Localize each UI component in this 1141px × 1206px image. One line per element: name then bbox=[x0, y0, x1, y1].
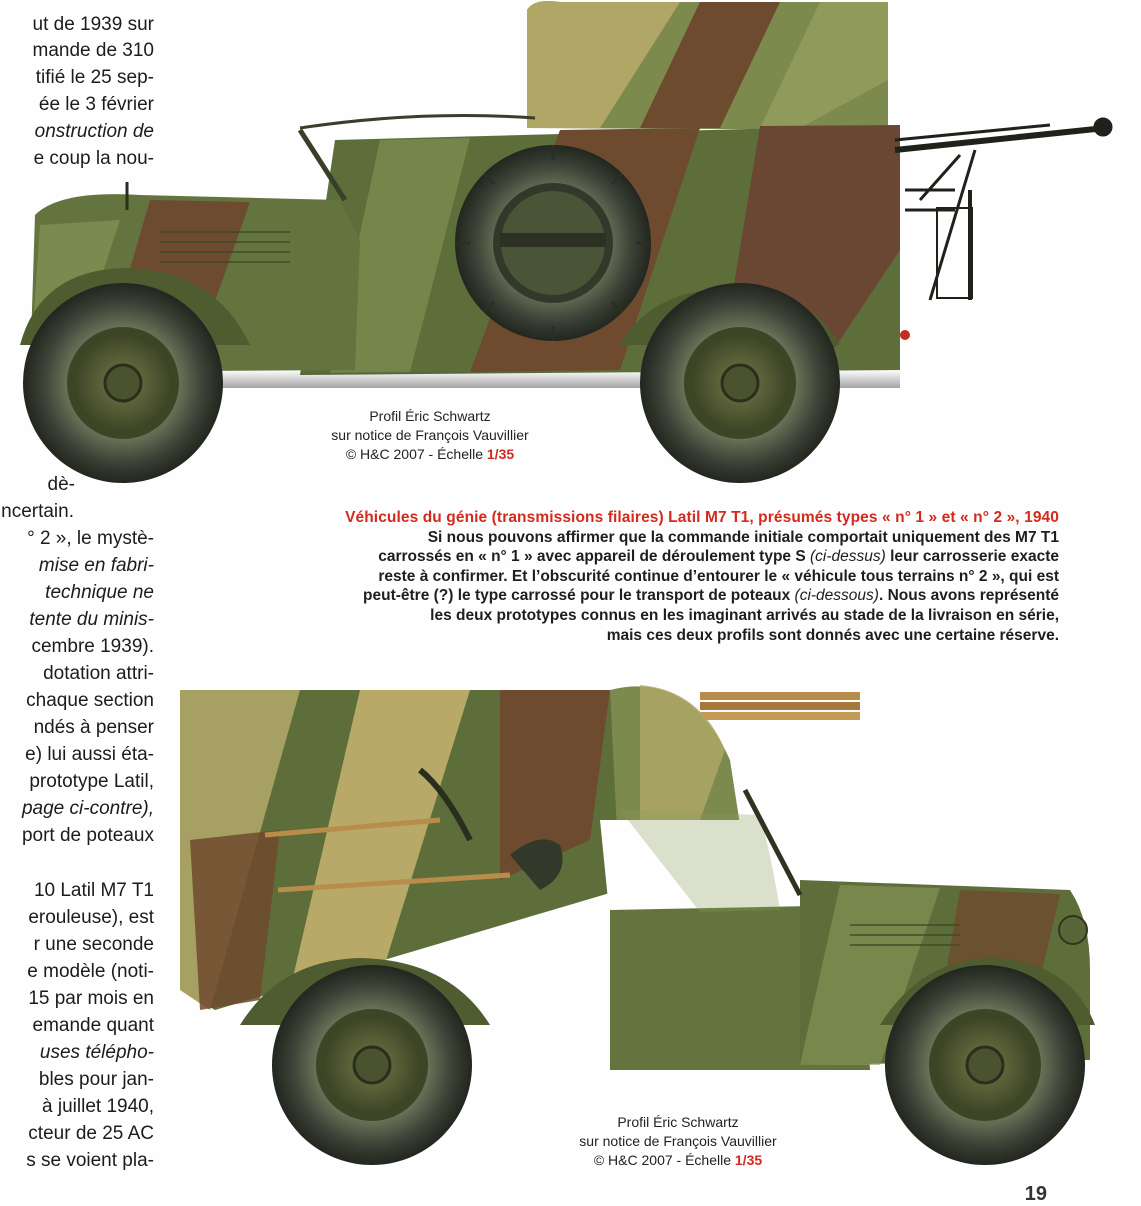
scale-label: 1/35 bbox=[734, 1152, 763, 1168]
vehicle-illustration-type-1 bbox=[0, 0, 1141, 490]
text-line: onstruction de bbox=[34, 121, 154, 142]
text-line: page ci-contre), bbox=[21, 798, 154, 819]
text-line: erouleuse), est bbox=[28, 907, 154, 928]
text-line: s se voient pla- bbox=[26, 1150, 154, 1171]
text-line: 10 Latil M7 T1 bbox=[33, 880, 154, 901]
text-line: ° 2 », le mystè- bbox=[27, 528, 154, 549]
credit-line: © H&C 2007 - Échelle bbox=[593, 1152, 735, 1168]
caption-line: mais ces deux profils sont donnés avec une certaine réserve. bbox=[606, 626, 1059, 644]
text-line: dotation attri- bbox=[43, 663, 154, 684]
text-line: e coup la nou- bbox=[33, 148, 154, 169]
text-line: chaque section bbox=[26, 690, 154, 711]
text-line: e) lui aussi éta- bbox=[25, 744, 154, 765]
credit-line: sur notice de François Vauvillier bbox=[331, 427, 529, 443]
caption-title: Véhicules du génie (transmissions filaires) Latil M7 T1, présumés types « n° 1 » et « n° 2 », 1940 bbox=[345, 509, 1059, 526]
text-line: ut de 1939 sur bbox=[32, 14, 154, 35]
text-line: ée le 3 février bbox=[38, 94, 154, 115]
credit-line: © H&C 2007 - Échelle bbox=[345, 446, 487, 462]
figure-caption bbox=[159, 508, 1059, 645]
text-line: r une seconde bbox=[33, 934, 154, 955]
text-line: tifié le 25 sep- bbox=[35, 67, 154, 88]
page-number: 19 bbox=[1024, 1183, 1047, 1205]
poles-load bbox=[700, 692, 860, 720]
credit-line: Profil Éric Schwartz bbox=[369, 408, 491, 424]
text-line: technique ne bbox=[45, 582, 154, 603]
text-line: tente du minis- bbox=[29, 609, 154, 630]
credit-line: Profil Éric Schwartz bbox=[617, 1114, 739, 1130]
text-line: emande quant bbox=[32, 1015, 154, 1036]
caption-line: peut-être (?) le type carrossé pour le transport de poteaux (ci-dessous). Nous avons représenté bbox=[363, 587, 1059, 605]
illustration-credit-bottom bbox=[548, 1113, 808, 1170]
rear-wheel bbox=[640, 283, 840, 483]
text-line: prototype Latil, bbox=[29, 771, 154, 792]
vehicle-illustration-type-2 bbox=[0, 680, 1141, 1180]
text-line: dè- bbox=[47, 474, 75, 495]
text-line: 15 par mois en bbox=[28, 988, 154, 1009]
front-wheel-2 bbox=[885, 965, 1085, 1165]
caption-line: les deux prototypes connus en les imaginant arrivés au stade de la livraison en série, bbox=[430, 606, 1059, 624]
spare-wheel bbox=[455, 145, 651, 341]
text-line: ndés à penser bbox=[33, 717, 154, 738]
cable-reel-apparatus bbox=[895, 118, 1112, 300]
text-line: e modèle (noti- bbox=[27, 961, 154, 982]
credit-line: sur notice de François Vauvillier bbox=[579, 1133, 777, 1149]
illustration-credit-top bbox=[300, 407, 560, 464]
text-line: cteur de 25 AC bbox=[28, 1123, 154, 1144]
caption-line: Si nous pouvons affirmer que la commande initiale comportait uniquement des M7 T1 bbox=[427, 528, 1059, 546]
text-line: mise en fabri- bbox=[38, 555, 154, 576]
text-line: mande de 310 bbox=[32, 40, 154, 61]
caption-line: reste à confirmer. Et l’obscurité continue d’entourer le « véhicule tous terrains n° 2 », qui est bbox=[378, 567, 1059, 585]
text-line: port de poteaux bbox=[21, 825, 154, 846]
text-line: bles pour jan- bbox=[38, 1069, 154, 1090]
text-line: à juillet 1940, bbox=[42, 1096, 154, 1117]
caption-line: carrossés en « n° 1 » avec appareil de déroulement type S (ci-dessus) leur carrosserie exacte bbox=[378, 548, 1059, 566]
scale-label: 1/35 bbox=[486, 446, 515, 462]
rear-wheel-2 bbox=[272, 965, 472, 1165]
text-line: uses télépho- bbox=[39, 1042, 154, 1063]
front-wheel bbox=[23, 283, 223, 483]
text-line: ncertain. bbox=[1, 501, 74, 522]
text-line: cembre 1939). bbox=[31, 636, 154, 657]
